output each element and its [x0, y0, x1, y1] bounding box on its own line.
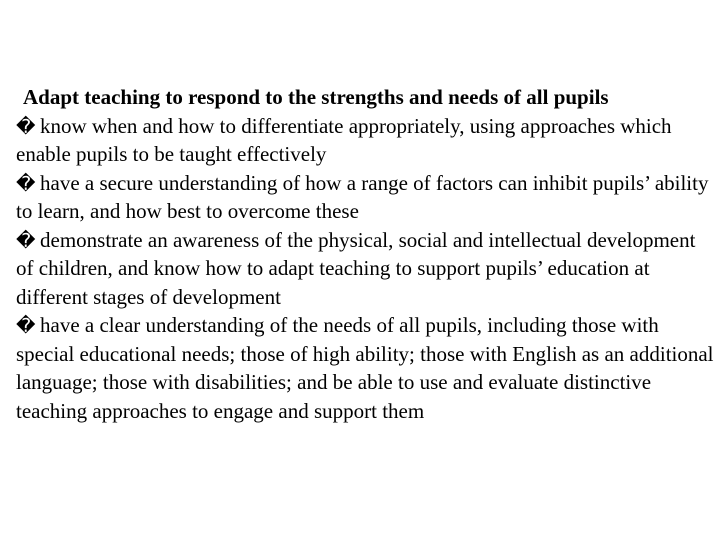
bullet-text: have a secure understanding of how a range of factors can inhibit pupils’ ability to learn, and how best to overcome these: [16, 170, 709, 223]
bullet-item: [16, 169, 716, 226]
bullet-list: [16, 112, 716, 426]
bullet-text: know when and how to differentiate appropriately, using approaches which enable pupils to be taught effectively: [16, 113, 672, 166]
bullet-marker-icon: �: [16, 229, 36, 252]
slide-content: [16, 83, 716, 425]
slide-heading: Adapt teaching to respond to the strengths and needs of all pupils: [23, 85, 609, 109]
bullet-item: [16, 112, 716, 169]
bullet-item: [16, 311, 716, 425]
bullet-text: have a clear understanding of the needs of all pupils, including those with special educational needs; those of high ability; those with English as an additional language; those with disabilities; and be able to use and evaluate distinctive teaching approaches to engage and support them: [16, 313, 714, 423]
bullet-marker-icon: �: [16, 172, 36, 195]
bullet-marker-icon: �: [16, 115, 36, 138]
bullet-text: demonstrate an awareness of the physical, social and intellectual development of children, and know how to adapt teaching to support pupils’ education at different stages of development: [16, 227, 696, 309]
bullet-marker-icon: �: [16, 315, 36, 337]
bullet-item: [16, 226, 716, 312]
